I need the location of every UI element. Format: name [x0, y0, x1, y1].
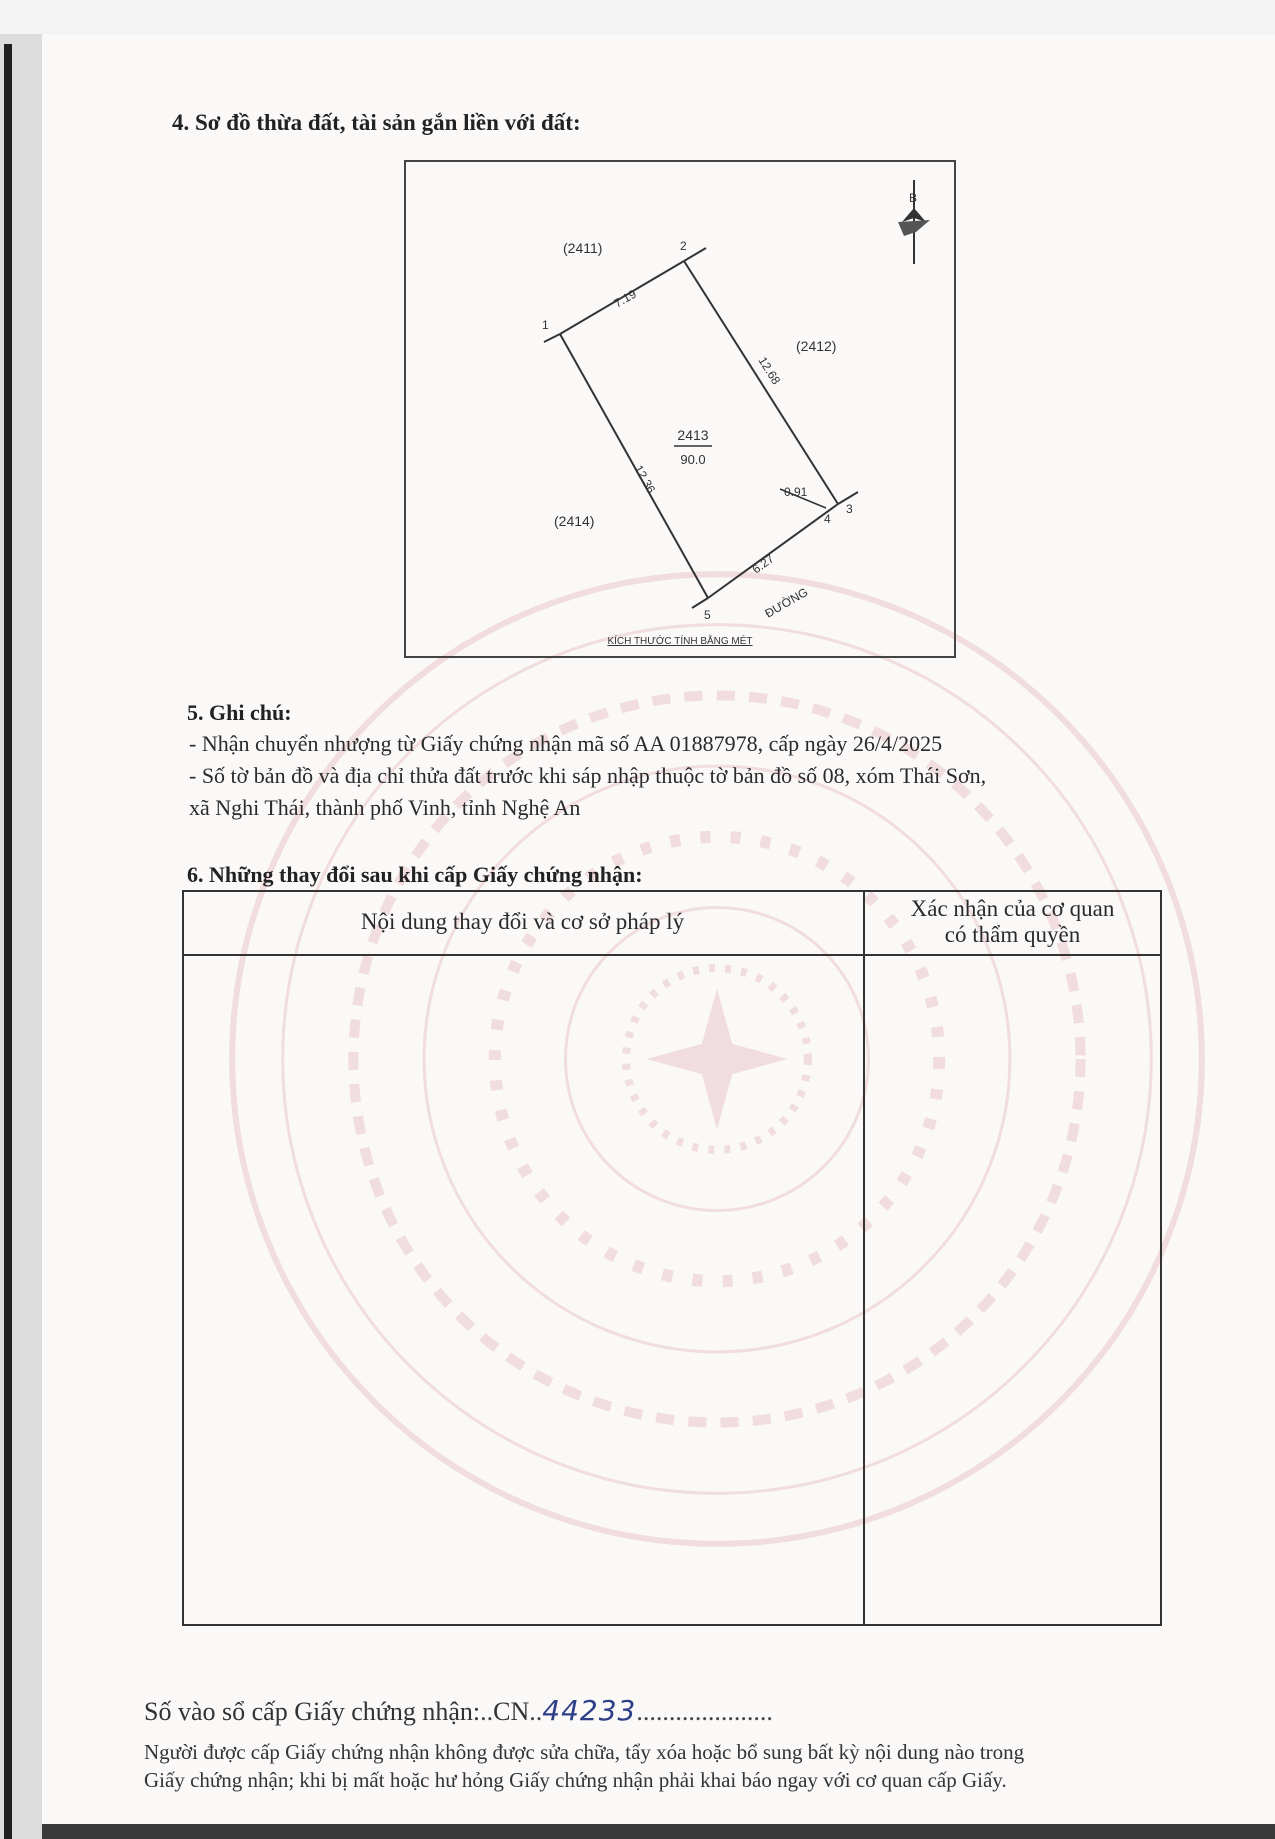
neighbor-label: (2412) — [796, 338, 837, 354]
top-strip — [0, 0, 1275, 34]
note-line-3: xã Nghi Thái, thành phố Vinh, tỉnh Nghệ An — [189, 795, 581, 820]
point-label: 1 — [542, 318, 549, 332]
section4-heading: 4. Sơ đồ thừa đất, tài sản gắn liền với đất: — [172, 110, 581, 135]
edge-length: 7.19 — [611, 286, 639, 311]
svg-text:B: B — [909, 191, 918, 205]
point-label: 3 — [846, 502, 853, 516]
parcel-diagram — [404, 160, 956, 658]
edge-length: 12.36 — [631, 462, 659, 496]
edge-4-5 — [708, 504, 838, 598]
edge-length: 12.68 — [755, 354, 784, 388]
registry-line: Số vào sổ cấp Giấy chứng nhận:..CN..44233..................... — [144, 1694, 773, 1727]
warning-line-2: Giấy chứng nhận; khi bị mất hoặc hư hỏng Giấy chứng nhận phải khai báo ngay với cơ quan cấp Giấy. — [144, 1768, 1007, 1792]
table-header-confirmation-line1: Xác nhận của cơ quan — [910, 896, 1115, 921]
point-label: 5 — [704, 608, 711, 622]
parcel-number: 2413 — [677, 427, 709, 443]
left-edge-bar — [4, 44, 12, 1839]
registry-prefix: CN — [493, 1697, 530, 1726]
edge-2-3 — [684, 261, 838, 504]
table-header-content: Nội dung thay đổi và cơ sở pháp lý — [360, 909, 685, 934]
table-header-confirmation — [865, 890, 1160, 954]
north-arrow-icon — [898, 180, 930, 264]
bottom-edge-bar — [42, 1822, 1275, 1839]
point-label: 4 — [824, 512, 831, 526]
warning-line-1: Người được cấp Giấy chứng nhận không được sửa chữa, tẩy xóa hoặc bổ sung bất kỳ nội dung nào trong — [144, 1740, 1025, 1764]
neighbor-label: (2411) — [563, 240, 603, 256]
neighbor-label: (2414) — [554, 513, 595, 529]
edge-length: 0.91 — [784, 485, 808, 499]
table-header-confirmation-line2: có thẩm quyền — [944, 922, 1081, 947]
scale-note: KÍCH THƯỚC TÍNH BẰNG MÉT — [607, 636, 753, 647]
parcel-area: 90.0 — [680, 452, 706, 467]
certificate-page — [42, 34, 1275, 1824]
registry-number: 44233 — [542, 1694, 637, 1727]
note-line-1: - Nhận chuyển nhượng từ Giấy chứng nhận mã số AA 01887978, cấp ngày 26/4/2025 — [189, 731, 943, 756]
section6-heading: 6. Những thay đổi sau khi cấp Giấy chứng nhận: — [187, 862, 643, 887]
road-label: ĐƯỜNG — [762, 584, 811, 621]
section5-heading: 5. Ghi chú: — [187, 700, 292, 725]
edge-length: 6.27 — [749, 551, 777, 577]
changes-table — [182, 890, 1160, 1624]
point-label: 2 — [680, 239, 687, 253]
registry-label: Số vào sổ cấp Giấy chứng nhận: — [144, 1697, 481, 1726]
note-line-2: - Số tờ bản đồ và địa chỉ thửa đất trước khi sáp nhập thuộc tờ bản đồ số 08, xóm Thái Sơn, — [189, 763, 987, 788]
